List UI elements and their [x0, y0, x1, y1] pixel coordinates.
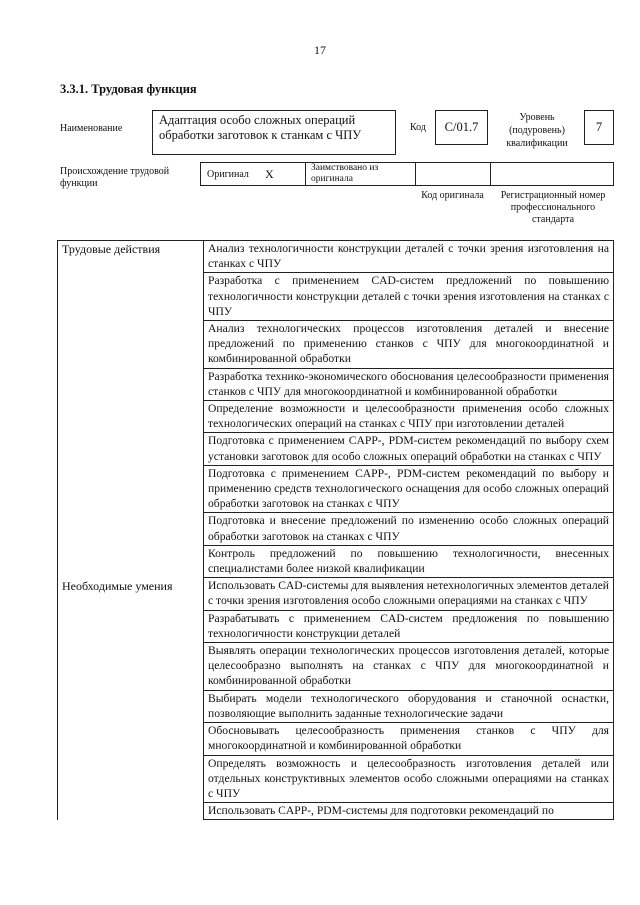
level-value: 7: [584, 110, 614, 145]
list-item: Разработка с применением CAD-систем предложений по повышению технологичности конструкции деталей с точки зрения изготовления на станках с ЧПУ: [204, 273, 613, 321]
original-mark: X: [265, 167, 274, 181]
orig-code-label: Код оригинала: [421, 190, 484, 201]
list-item: Разрабатывать с применением CAD-систем предложения по повышению технологичности конструкции деталей: [204, 611, 613, 643]
section-items: [204, 241, 613, 578]
origin-row: [200, 162, 416, 186]
list-item: Выявлять операции технологических процессов изготовления деталей, которые целесообразно выполнять на станках с ЧПУ для многокоординатной и комбинированной обработки: [204, 643, 613, 691]
section-required-skills: [58, 578, 613, 820]
list-item: Использовать CAD-системы для выявления нетехнологичных элементов деталей с точки зрения изготовления особо сложными операциями на станках с ЧПУ: [204, 578, 613, 610]
list-item: Определять возможность и целесообразность изготовления деталей или отдельных конструктивных элементов особо сложными операциями на станках с ЧПУ: [204, 756, 613, 804]
section-items: [204, 578, 613, 820]
origin-label: Происхождение трудовой функции: [60, 166, 170, 189]
origin-code-divider: [490, 163, 492, 185]
list-item: Выбирать модели технологического оборудования и станочной оснастки, позволяющие выполнить заданные технологические задачи: [204, 691, 613, 723]
list-item: Анализ технологических процессов изготовления деталей и внесение предложений по применению станков с ЧПУ для многокоординатной и комбинированной обработки: [204, 321, 613, 369]
list-item: Определение возможности и целесообразности применения особо сложных технологических операций на станках с ЧПУ при изготовлении деталей: [204, 401, 613, 433]
origin-code-cells: [416, 162, 614, 186]
page-number: 17: [314, 43, 326, 57]
list-item: Обосновывать целесообразность применения станков с ЧПУ для многокоординатной и комбинированной обработки: [204, 723, 613, 755]
list-item: Анализ технологичности конструкции деталей с точки зрения изготовления на станках с ЧПУ: [204, 241, 613, 273]
origin-divider: [305, 163, 306, 185]
section-title: 3.3.1. Трудовая функция: [60, 82, 197, 96]
reg-num-label: Регистрационный номер профессионального стандарта: [500, 190, 606, 225]
name-value: Адаптация особо сложных операций обработки заготовок к станкам с ЧПУ: [152, 110, 396, 155]
section-labor-actions: [58, 241, 613, 578]
section-heading: Необходимые умения: [58, 578, 204, 820]
list-item: Подготовка с применением CAPP-, PDM-систем рекомендаций по выбору и применению средств технологического оснащения для особо сложных операций обработки заготовок на станках с ЧПУ: [204, 466, 613, 514]
name-label: Наименование: [60, 123, 123, 134]
list-item: Контроль предложений по повышению технологичности, внесенных специалистами более низкой квалификации: [204, 546, 613, 578]
level-label: Уровень (подуровень) квалификации: [506, 112, 568, 149]
section-heading: Трудовые действия: [58, 241, 204, 578]
code-value: С/01.7: [435, 110, 488, 145]
function-table: [57, 240, 614, 820]
list-item: Подготовка с применением CAPP-, PDM-систем рекомендаций по выбору схем установки заготовок для особо сложных операций обработки на станках с ЧПУ: [204, 433, 613, 465]
list-item: Использовать CAPP-, PDM-системы для подготовки рекомендаций по: [204, 803, 613, 820]
borrowed-label: Заимствовано из оригинала: [311, 163, 379, 184]
code-label: Код: [410, 122, 426, 133]
list-item: Разработка технико-экономического обоснования целесообразности применения станков с ЧПУ для многокоординатной и комбинированной обработки: [204, 369, 613, 401]
original-label: Оригинал: [207, 169, 249, 180]
list-item: Подготовка и внесение предложений по изменению особо сложных операций обработки заготовок на станках с ЧПУ: [204, 513, 613, 545]
